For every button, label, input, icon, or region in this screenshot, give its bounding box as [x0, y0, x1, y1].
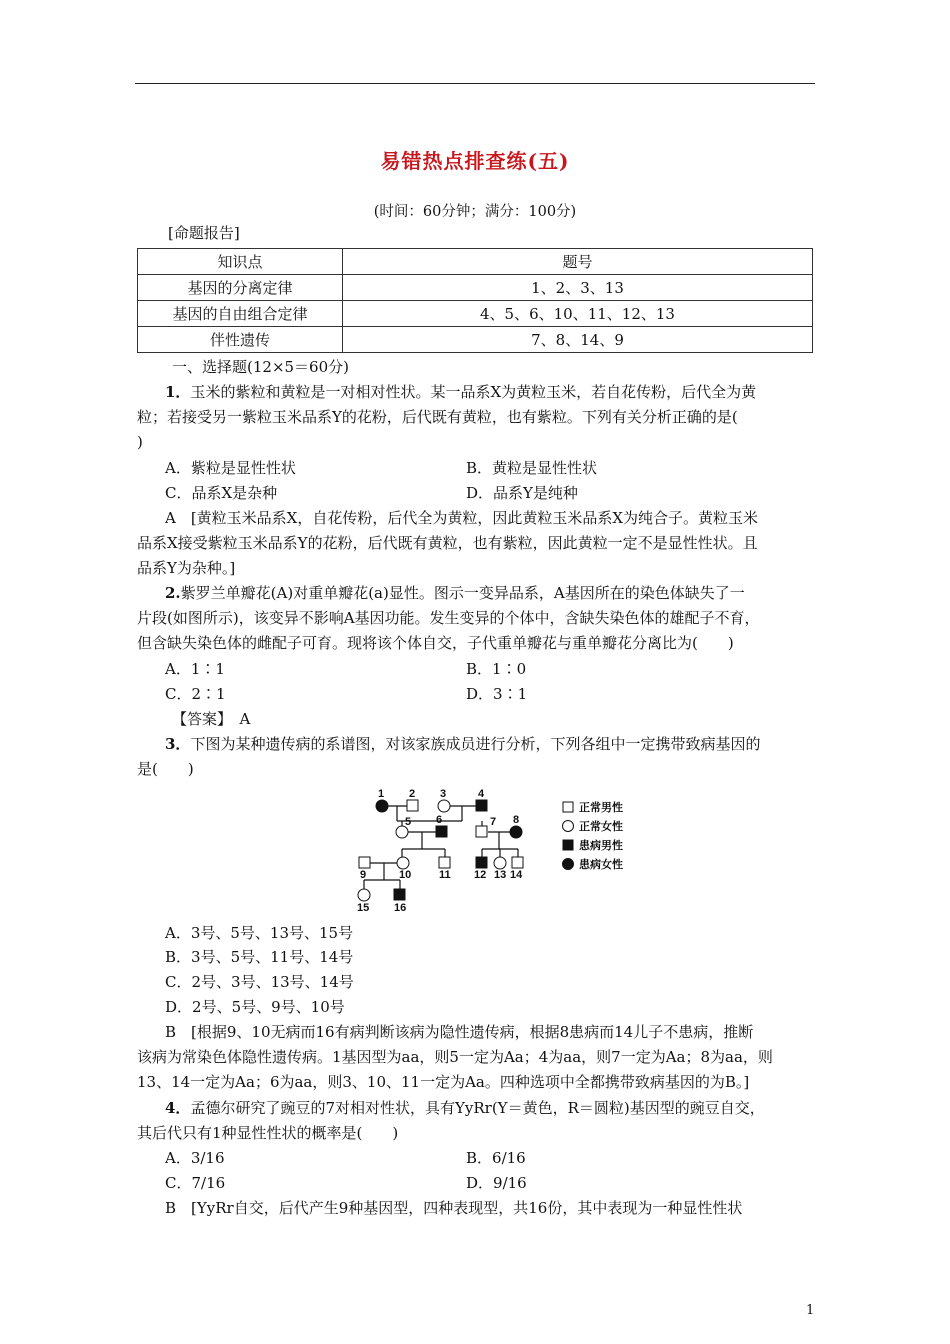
- pedigree-id: 5: [405, 816, 412, 828]
- legend-label: 患病女性: [579, 859, 623, 871]
- q3-text: 下图为某种遗传病的系谱图，对该家族成员进行分析，下列各组中一定携带致病基因的: [190, 735, 761, 753]
- q4-analysis: B [YyRr自交，后代产生9种基因型，四种表现型，共16份，其中表现为一种显性性状: [165, 1199, 743, 1217]
- pedigree-id: 11: [439, 869, 451, 881]
- pedigree-id: 9: [360, 869, 367, 881]
- pedigree-id: 1: [378, 788, 385, 800]
- table-header-row: [138, 249, 813, 275]
- pedigree-id: 8: [513, 814, 520, 826]
- q3-number: 3．: [165, 735, 191, 753]
- q1-option: D．品系Y是纯种: [466, 484, 578, 502]
- table-header: 知识点: [138, 249, 343, 275]
- legend-label: 正常女性: [579, 821, 623, 833]
- q4-line: [165, 1097, 765, 1119]
- q3-option: B．3号、5号、11号、14号: [165, 948, 354, 966]
- q2-line: 片段(如图所示)，该变异不影响A基因功能。发生变异的个体中，含缺失染色体的雄配子不育，: [137, 609, 760, 627]
- q3-analysis: B [根据9、10无病而16有病判断该病为隐性遗传病，根据8患病而14儿子不患病，推断: [165, 1023, 754, 1041]
- q2-line: 但含缺失染色体的雌配子可育。现将该个体自交，子代重单瓣花与重单瓣花分离比为( ): [137, 634, 734, 652]
- q4-option: B．6/16: [466, 1149, 526, 1167]
- individual-4: [476, 800, 487, 811]
- q2-number: 2.: [165, 584, 181, 602]
- individual-13: [494, 857, 506, 869]
- individual-1: [376, 800, 388, 812]
- q4-option: D．9/16: [466, 1174, 527, 1192]
- pedigree-id: 12: [474, 869, 487, 881]
- q4-number: 4．: [165, 1099, 191, 1117]
- legend-label: 患病男性: [579, 840, 623, 852]
- individual-3: [438, 800, 450, 812]
- individual-15: [358, 889, 370, 901]
- pedigree-id: 4: [478, 788, 485, 800]
- individual-14: [512, 857, 523, 868]
- q3-analysis: 13、14一定为Aa；6为aa，则3、10、11一定为Aa。四种选项中全都携带致病基因的为B。]: [137, 1073, 750, 1091]
- individual-9: [359, 857, 370, 868]
- q1-line: [165, 381, 756, 403]
- q1-analysis: 品系X接受紫粒玉米品系Y的花粉，后代既有黄粒，也有紫粒，因此黄粒一定不是显性性状。且: [137, 534, 758, 552]
- individual-7: [476, 826, 487, 837]
- page-number: 1: [806, 1303, 815, 1318]
- legend-normal-male-icon: [563, 802, 573, 812]
- q1-line: 粒；若接受另一紫粒玉米品系Y的花粉，后代既有黄粒，也有紫粒。下列有关分析正确的是(: [137, 408, 738, 426]
- individual-8: [510, 826, 522, 838]
- q2-option: C．2∶1: [165, 685, 226, 703]
- legend-label: 正常男性: [579, 802, 623, 814]
- table-row: [138, 301, 813, 327]
- q1-analysis: 品系Y为杂种。]: [137, 559, 236, 577]
- table-row: [138, 327, 813, 353]
- report-label: [命题报告]: [168, 224, 240, 242]
- table-cell: 基因的自由组合定律: [138, 301, 343, 327]
- individual-16: [394, 889, 405, 900]
- legend-normal-female-icon: [563, 821, 574, 832]
- q4-text: 孟德尔研究了豌豆的7对相对性状，具有YyRr(Y＝黄色，R＝圆粒)基因型的豌豆自交，: [190, 1099, 765, 1117]
- q2-option: D．3∶1: [466, 685, 528, 703]
- q1-option: C．品系X是杂种: [165, 484, 278, 502]
- pedigree-id: 6: [436, 814, 443, 826]
- table-header: 题号: [343, 249, 813, 275]
- q4-option: C．7/16: [165, 1174, 226, 1192]
- q1-option: B．黄粒是显性性状: [466, 459, 598, 477]
- q3-line: [165, 733, 760, 755]
- q1-option: A．紫粒是显性性状: [165, 459, 296, 477]
- pedigree-id: 15: [357, 902, 370, 914]
- table-cell: 4、5、6、10、11、12、13: [343, 301, 813, 327]
- pedigree-id: 3: [440, 788, 447, 800]
- pedigree-legend: [563, 800, 624, 871]
- q1-number: 1．: [165, 383, 191, 401]
- q3-option: A．3号、5号、13号、15号: [165, 924, 354, 942]
- pedigree-id: 16: [394, 902, 407, 914]
- pedigree-id: 13: [494, 869, 507, 881]
- q4-line: 其后代只有1种显性性状的概率是( ): [137, 1124, 399, 1142]
- q3-option: D．2号、5号、9号、10号: [165, 998, 345, 1016]
- table-cell: 1、2、3、13: [343, 275, 813, 301]
- q3-option: C．2号、3号、13号、14号: [165, 973, 354, 991]
- q4-option: A．3/16: [165, 1149, 225, 1167]
- q2-option: A．1∶1: [165, 660, 225, 678]
- individual-12: [476, 857, 487, 868]
- table-cell: 伴性遗传: [138, 327, 343, 353]
- pedigree-id: 2: [409, 788, 416, 800]
- section-heading: 一、选择题(12×5＝60分): [172, 358, 349, 376]
- q2-line: [165, 582, 745, 604]
- individual-10: [397, 857, 409, 869]
- q2-text: 紫罗兰单瓣花(A)对重单瓣花(a)显性。图示一变异品系，A基因所在的染色体缺失了一: [180, 584, 745, 602]
- q2-answer: 【答案】 A: [172, 710, 251, 728]
- individual-2: [407, 800, 418, 811]
- pedigree-id: 10: [399, 869, 412, 881]
- legend-affected-female-icon: [563, 859, 574, 870]
- header-rule: [135, 83, 815, 84]
- table-cell: 7、8、14、9: [343, 327, 813, 353]
- pedigree-diagram: [352, 785, 652, 915]
- exam-meta: (时间：60分钟；满分：100分): [373, 204, 577, 220]
- report-table: [137, 248, 813, 353]
- pedigree-id: 14: [510, 869, 523, 881]
- q1-analysis: A [黄粒玉米品系X，自花传粉，后代全为黄粒，因此黄粒玉米品系X为纯合子。黄粒玉米: [165, 509, 759, 527]
- pedigree-id: 7: [490, 816, 497, 828]
- q2-option: B．1∶0: [466, 660, 527, 678]
- table-row: [138, 275, 813, 301]
- q3-line: 是( ): [137, 760, 194, 778]
- q3-analysis: 该病为常染色体隐性遗传病。1基因型为aa，则5一定为Aa；4为aa，则7一定为Aa；8为aa，则: [137, 1048, 773, 1066]
- individual-6: [436, 826, 447, 837]
- q1-text: 玉米的紫粒和黄粒是一对相对性状。某一品系X为黄粒玉米，若自花传粉，后代全为黄: [190, 383, 757, 401]
- individual-11: [439, 857, 450, 868]
- page-title: 易错热点排查练(五): [380, 149, 570, 173]
- q1-line: ): [137, 433, 143, 451]
- legend-affected-male-icon: [563, 840, 573, 850]
- table-cell: 基因的分离定律: [138, 275, 343, 301]
